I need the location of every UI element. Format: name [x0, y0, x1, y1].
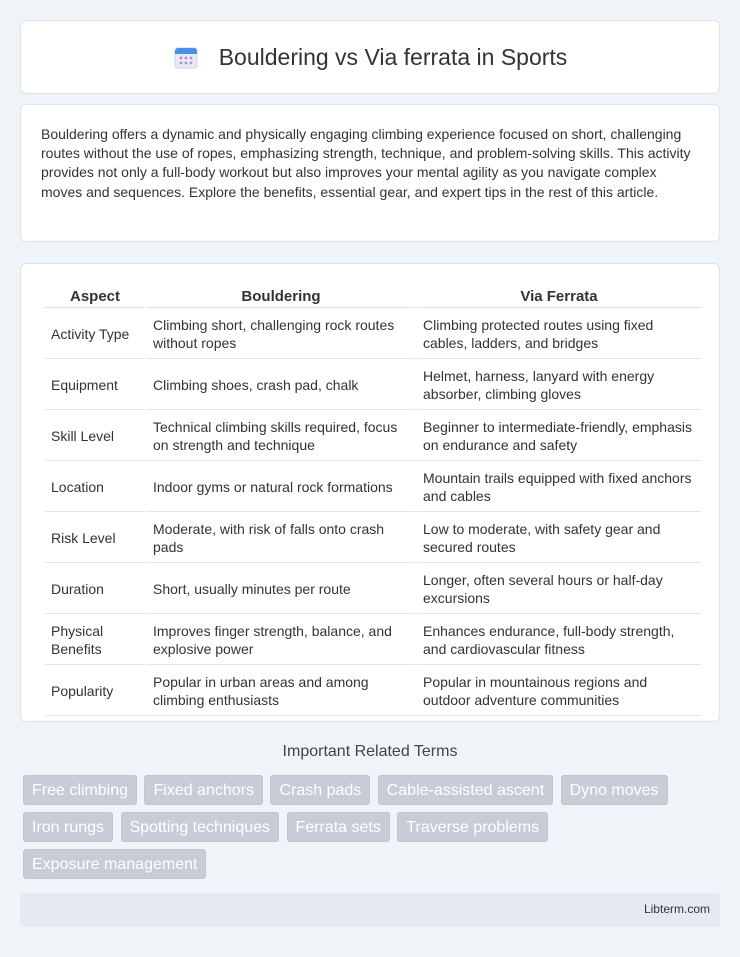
row-via-ferrata: Helmet, harness, lanyard with energy absorber, climbing gloves [417, 361, 701, 410]
related-term-tag[interactable]: Free climbing [23, 775, 137, 805]
comparison-table-card [20, 263, 720, 722]
comparison-table [43, 284, 703, 718]
row-bouldering: Technical climbing skills required, focus on strength and technique [147, 412, 415, 461]
related-term-tag[interactable]: Cable-assisted ascent [378, 775, 553, 805]
related-term-tag[interactable]: Fixed anchors [144, 775, 263, 805]
related-terms-list [23, 775, 723, 886]
row-via-ferrata: Longer, often several hours or half-day excursions [417, 565, 701, 614]
row-bouldering: Climbing shoes, crash pad, chalk [147, 361, 415, 410]
row-bouldering: Popular in urban areas and among climbing enthusiasts [147, 667, 415, 716]
row-via-ferrata: Enhances endurance, full-body strength, and cardiovascular fitness [417, 616, 701, 665]
table-row [45, 412, 701, 461]
row-bouldering: Short, usually minutes per route [147, 565, 415, 614]
footer [20, 893, 720, 927]
row-bouldering: Improves finger strength, balance, and explosive power [147, 616, 415, 665]
related-term-tag[interactable]: Ferrata sets [287, 812, 390, 842]
row-aspect: Equipment [45, 361, 145, 410]
related-term-tag[interactable]: Spotting techniques [121, 812, 280, 842]
table-row [45, 514, 701, 563]
row-bouldering: Indoor gyms or natural rock formations [147, 463, 415, 512]
row-aspect: Location [45, 463, 145, 512]
row-aspect: Activity Type [45, 310, 145, 359]
related-term-tag[interactable]: Crash pads [270, 775, 370, 805]
row-aspect: Physical Benefits [45, 616, 145, 665]
row-bouldering: Moderate, with risk of falls onto crash pads [147, 514, 415, 563]
table-row [45, 463, 701, 512]
table-row [45, 361, 701, 410]
table-row [45, 667, 701, 716]
table-row [45, 310, 701, 359]
header-aspect: Aspect [45, 286, 145, 308]
header-bouldering: Bouldering [147, 286, 415, 308]
table-row [45, 565, 701, 614]
header-via-ferrata: Via Ferrata [417, 286, 701, 308]
row-aspect: Skill Level [45, 412, 145, 461]
row-via-ferrata: Climbing protected routes using fixed cables, ladders, and bridges [417, 310, 701, 359]
table-header-row [45, 286, 701, 308]
row-aspect: Risk Level [45, 514, 145, 563]
table-row [45, 616, 701, 665]
row-aspect: Popularity [45, 667, 145, 716]
page-title: Bouldering vs Via ferrata in Sports [218, 43, 568, 70]
row-via-ferrata: Low to moderate, with safety gear and secured routes [417, 514, 701, 563]
row-bouldering: Climbing short, challenging rock routes without ropes [147, 310, 415, 359]
related-term-tag[interactable]: Exposure management [23, 849, 206, 879]
title-card [20, 20, 720, 94]
row-via-ferrata: Popular in mountainous regions and outdoor adventure communities [417, 667, 701, 716]
calendar-icon [173, 44, 199, 70]
related-terms-title: Important Related Terms [282, 743, 458, 760]
row-aspect: Duration [45, 565, 145, 614]
row-via-ferrata: Mountain trails equipped with fixed anchors and cables [417, 463, 701, 512]
row-via-ferrata: Beginner to intermediate-friendly, emphasis on endurance and safety [417, 412, 701, 461]
related-term-tag[interactable]: Iron rungs [23, 812, 113, 842]
related-term-tag[interactable]: Traverse problems [397, 812, 548, 842]
intro-text: Bouldering offers a dynamic and physically engaging climbing experience focused on short, challenging routes without the use of ropes, emphasizing strength, technique, and problem-solving skills. This activity provides not only a full-body workout but also improves your mental agility as you navigate complex moves and sequences. Explore the benefits, essential gear, and expert tips in the rest of this article. [41, 126, 691, 200]
footer-brand[interactable]: Libterm.com [643, 902, 710, 916]
related-term-tag[interactable]: Dyno moves [561, 775, 668, 805]
intro-card [20, 104, 720, 242]
